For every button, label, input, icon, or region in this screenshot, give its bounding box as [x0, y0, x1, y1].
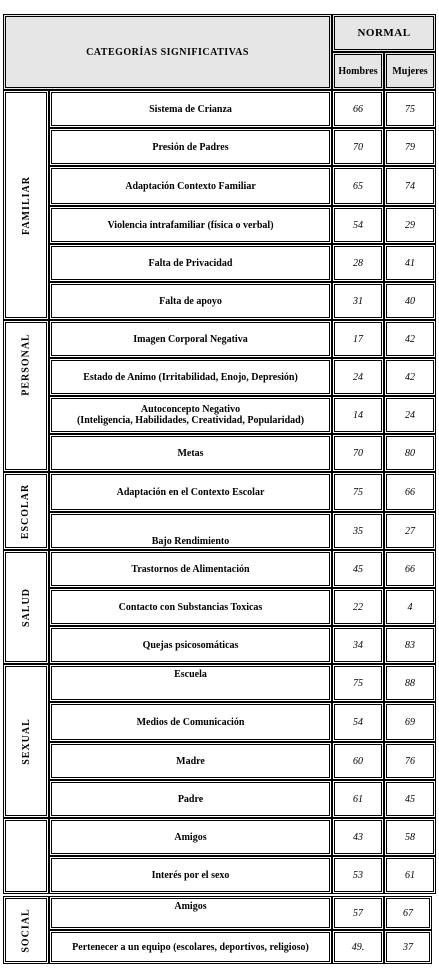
category-label: Imagen Corporal Negativa [133, 333, 248, 345]
mujeres-value: 69 [405, 716, 415, 728]
category-label: Adaptación Contexto Familiar [125, 180, 256, 192]
category-cell [49, 664, 332, 702]
category-cell [49, 166, 332, 206]
hombres-cell [332, 780, 384, 818]
hombres-cell [332, 550, 384, 588]
hombres-value: 45 [353, 563, 363, 575]
mujeres-value: 42 [405, 371, 415, 383]
group-personal [3, 320, 49, 472]
mujeres-cell [384, 626, 436, 664]
category-cell [49, 472, 332, 512]
mujeres-value: 75 [405, 103, 415, 115]
category-label: Bajo Rendimiento [151, 536, 230, 547]
mujeres-cell [384, 244, 436, 282]
mujeres-cell [384, 930, 432, 964]
group-sexual [3, 664, 49, 818]
hombres-cell [332, 206, 384, 244]
group-continuation [3, 818, 49, 894]
mujeres-cell [384, 550, 436, 588]
mujeres-cell [384, 472, 436, 512]
mujeres-value: 66 [405, 486, 415, 498]
mujeres-value: 4 [407, 601, 413, 613]
hombres-value: 75 [353, 677, 363, 689]
category-label: Interés por el sexo [151, 869, 230, 881]
mujeres-cell [384, 896, 432, 930]
hombres-value: 17 [353, 333, 363, 345]
category-cell [49, 550, 332, 588]
mujeres-cell [384, 282, 436, 320]
category-label: Trastornos de Alimentación [131, 563, 250, 575]
mujeres-value: 29 [405, 219, 415, 231]
hombres-cell [332, 856, 384, 894]
group-social [3, 896, 49, 964]
mujeres-cell [384, 434, 436, 472]
hombres-cell [332, 128, 384, 166]
category-label: Medios de Comunicación [136, 716, 245, 728]
group-personal-label: PERSONAL [20, 333, 32, 396]
mujeres-value: 79 [405, 141, 415, 153]
mujeres-cell [384, 128, 436, 166]
hombres-value: 70 [353, 141, 363, 153]
category-cell [49, 588, 332, 626]
category-cell [49, 856, 332, 894]
mujeres-cell [384, 856, 436, 894]
category-cell [49, 320, 332, 358]
category-cell [49, 780, 332, 818]
hombres-cell [332, 472, 384, 512]
category-cell [49, 244, 332, 282]
mujeres-cell [384, 166, 436, 206]
hombres-value: 65 [353, 180, 363, 192]
mujeres-cell [384, 664, 436, 702]
category-label: Falta de Privacidad [148, 257, 233, 269]
category-label: Falta de apoyo [159, 295, 222, 307]
category-cell [49, 90, 332, 128]
header-hombres-label: Hombres [338, 65, 378, 77]
mujeres-value: 24 [405, 409, 415, 421]
hombres-value: 43 [353, 831, 363, 843]
category-label: Sistema de Crianza [149, 103, 232, 115]
category-cell [49, 896, 332, 930]
mujeres-value: 66 [405, 563, 415, 575]
category-cell [49, 434, 332, 472]
hombres-cell [332, 930, 384, 964]
mujeres-cell [384, 588, 436, 626]
mujeres-cell [384, 358, 436, 396]
mujeres-value: 76 [405, 755, 415, 767]
hombres-cell [332, 702, 384, 742]
category-cell [49, 358, 332, 396]
hombres-cell [332, 512, 384, 550]
category-cell [49, 702, 332, 742]
mujeres-value: 88 [405, 677, 415, 689]
header-normal-label: NORMAL [357, 27, 411, 39]
hombres-value: 31 [353, 295, 363, 307]
hombres-cell [332, 818, 384, 856]
mujeres-cell [384, 206, 436, 244]
hombres-value: 54 [353, 219, 363, 231]
mujeres-value: 58 [405, 831, 415, 843]
category-cell [49, 512, 332, 550]
category-cell [49, 396, 332, 434]
hombres-cell [332, 90, 384, 128]
mujeres-value: 40 [405, 295, 415, 307]
group-salud-label: SALUD [20, 587, 32, 627]
hombres-cell [332, 434, 384, 472]
mujeres-cell [384, 396, 436, 434]
hombres-value: 28 [353, 257, 363, 269]
hombres-cell [332, 282, 384, 320]
mujeres-value: 27 [405, 525, 415, 537]
mujeres-value: 67 [403, 907, 413, 919]
category-label: Amigos [174, 901, 207, 912]
mujeres-cell [384, 818, 436, 856]
hombres-cell [332, 664, 384, 702]
mujeres-value: 83 [405, 639, 415, 651]
mujeres-value: 37 [403, 941, 413, 953]
mujeres-cell [384, 742, 436, 780]
group-escolar-label: ESCOLAR [20, 483, 32, 539]
header-mujeres [384, 52, 436, 90]
mujeres-value: 61 [405, 869, 415, 881]
category-label: Padre [177, 793, 204, 805]
hombres-cell [332, 396, 384, 434]
category-label: Autoconcepto Negativo (Inteligencia, Habilidades, Creatividad, Popularidad) [76, 404, 305, 426]
mujeres-value: 45 [405, 793, 415, 805]
category-label: Estado de Animo (Irritabilidad, Enojo, Depresión) [83, 371, 298, 383]
hombres-cell [332, 588, 384, 626]
mujeres-value: 74 [405, 180, 415, 192]
hombres-value: 60 [353, 755, 363, 767]
hombres-cell [332, 244, 384, 282]
category-label: Escuela [174, 669, 207, 680]
mujeres-value: 41 [405, 257, 415, 269]
mujeres-cell [384, 512, 436, 550]
group-escolar [3, 472, 49, 550]
group-familiar-label: FAMILIAR [20, 175, 32, 235]
hombres-value: 75 [353, 486, 363, 498]
group-familiar [3, 90, 49, 320]
category-cell [49, 282, 332, 320]
hombres-value: 24 [353, 371, 363, 383]
category-label: Madre [176, 755, 205, 767]
category-label: Pertenecer a un equipo (escolares, deportivos, religioso) [72, 941, 309, 953]
category-label: Adaptación en el Contexto Escolar [116, 486, 265, 498]
hombres-value: 22 [353, 601, 363, 613]
mujeres-cell [384, 320, 436, 358]
hombres-cell [332, 320, 384, 358]
hombres-value: 66 [353, 103, 363, 115]
group-salud [3, 550, 49, 664]
category-label: Presión de Padres [152, 141, 229, 153]
category-cell [49, 626, 332, 664]
hombres-value: 35 [353, 525, 363, 537]
group-sexual-label: SEXUAL [20, 717, 32, 765]
category-label: Quejas psicosomáticas [142, 639, 239, 651]
header-categorias [3, 14, 332, 90]
category-cell [49, 930, 332, 964]
hombres-value: 61 [353, 793, 363, 805]
header-normal [332, 14, 436, 52]
hombres-cell [332, 896, 384, 930]
mujeres-cell [384, 780, 436, 818]
header-mujeres-label: Mujeres [392, 65, 428, 77]
hombres-cell [332, 742, 384, 780]
mujeres-cell [384, 702, 436, 742]
mujeres-value: 80 [405, 447, 415, 459]
mujeres-cell [384, 90, 436, 128]
header-categorias-label: CATEGORÍAS SIGNIFICATIVAS [86, 46, 249, 58]
group-social-label: SOCIAL [20, 907, 32, 953]
category-label: Amigos [174, 831, 207, 843]
category-label: Contacto con Substancias Toxicas [118, 601, 263, 613]
hombres-value: 54 [353, 716, 363, 728]
hombres-value: 34 [353, 639, 363, 651]
category-cell [49, 818, 332, 856]
hombres-cell [332, 166, 384, 206]
hombres-value: 57 [353, 907, 363, 919]
hombres-cell [332, 358, 384, 396]
hombres-value: 14 [353, 409, 363, 421]
hombres-cell [332, 626, 384, 664]
hombres-value: 70 [353, 447, 363, 459]
category-cell [49, 128, 332, 166]
hombres-value: 53 [353, 869, 363, 881]
category-label: Violencia intrafamiliar (física o verbal) [107, 219, 274, 231]
category-label: Metas [177, 447, 204, 459]
category-cell [49, 206, 332, 244]
hombres-value: 49. [351, 941, 365, 953]
header-hombres [332, 52, 384, 90]
category-cell [49, 742, 332, 780]
mujeres-value: 42 [405, 333, 415, 345]
